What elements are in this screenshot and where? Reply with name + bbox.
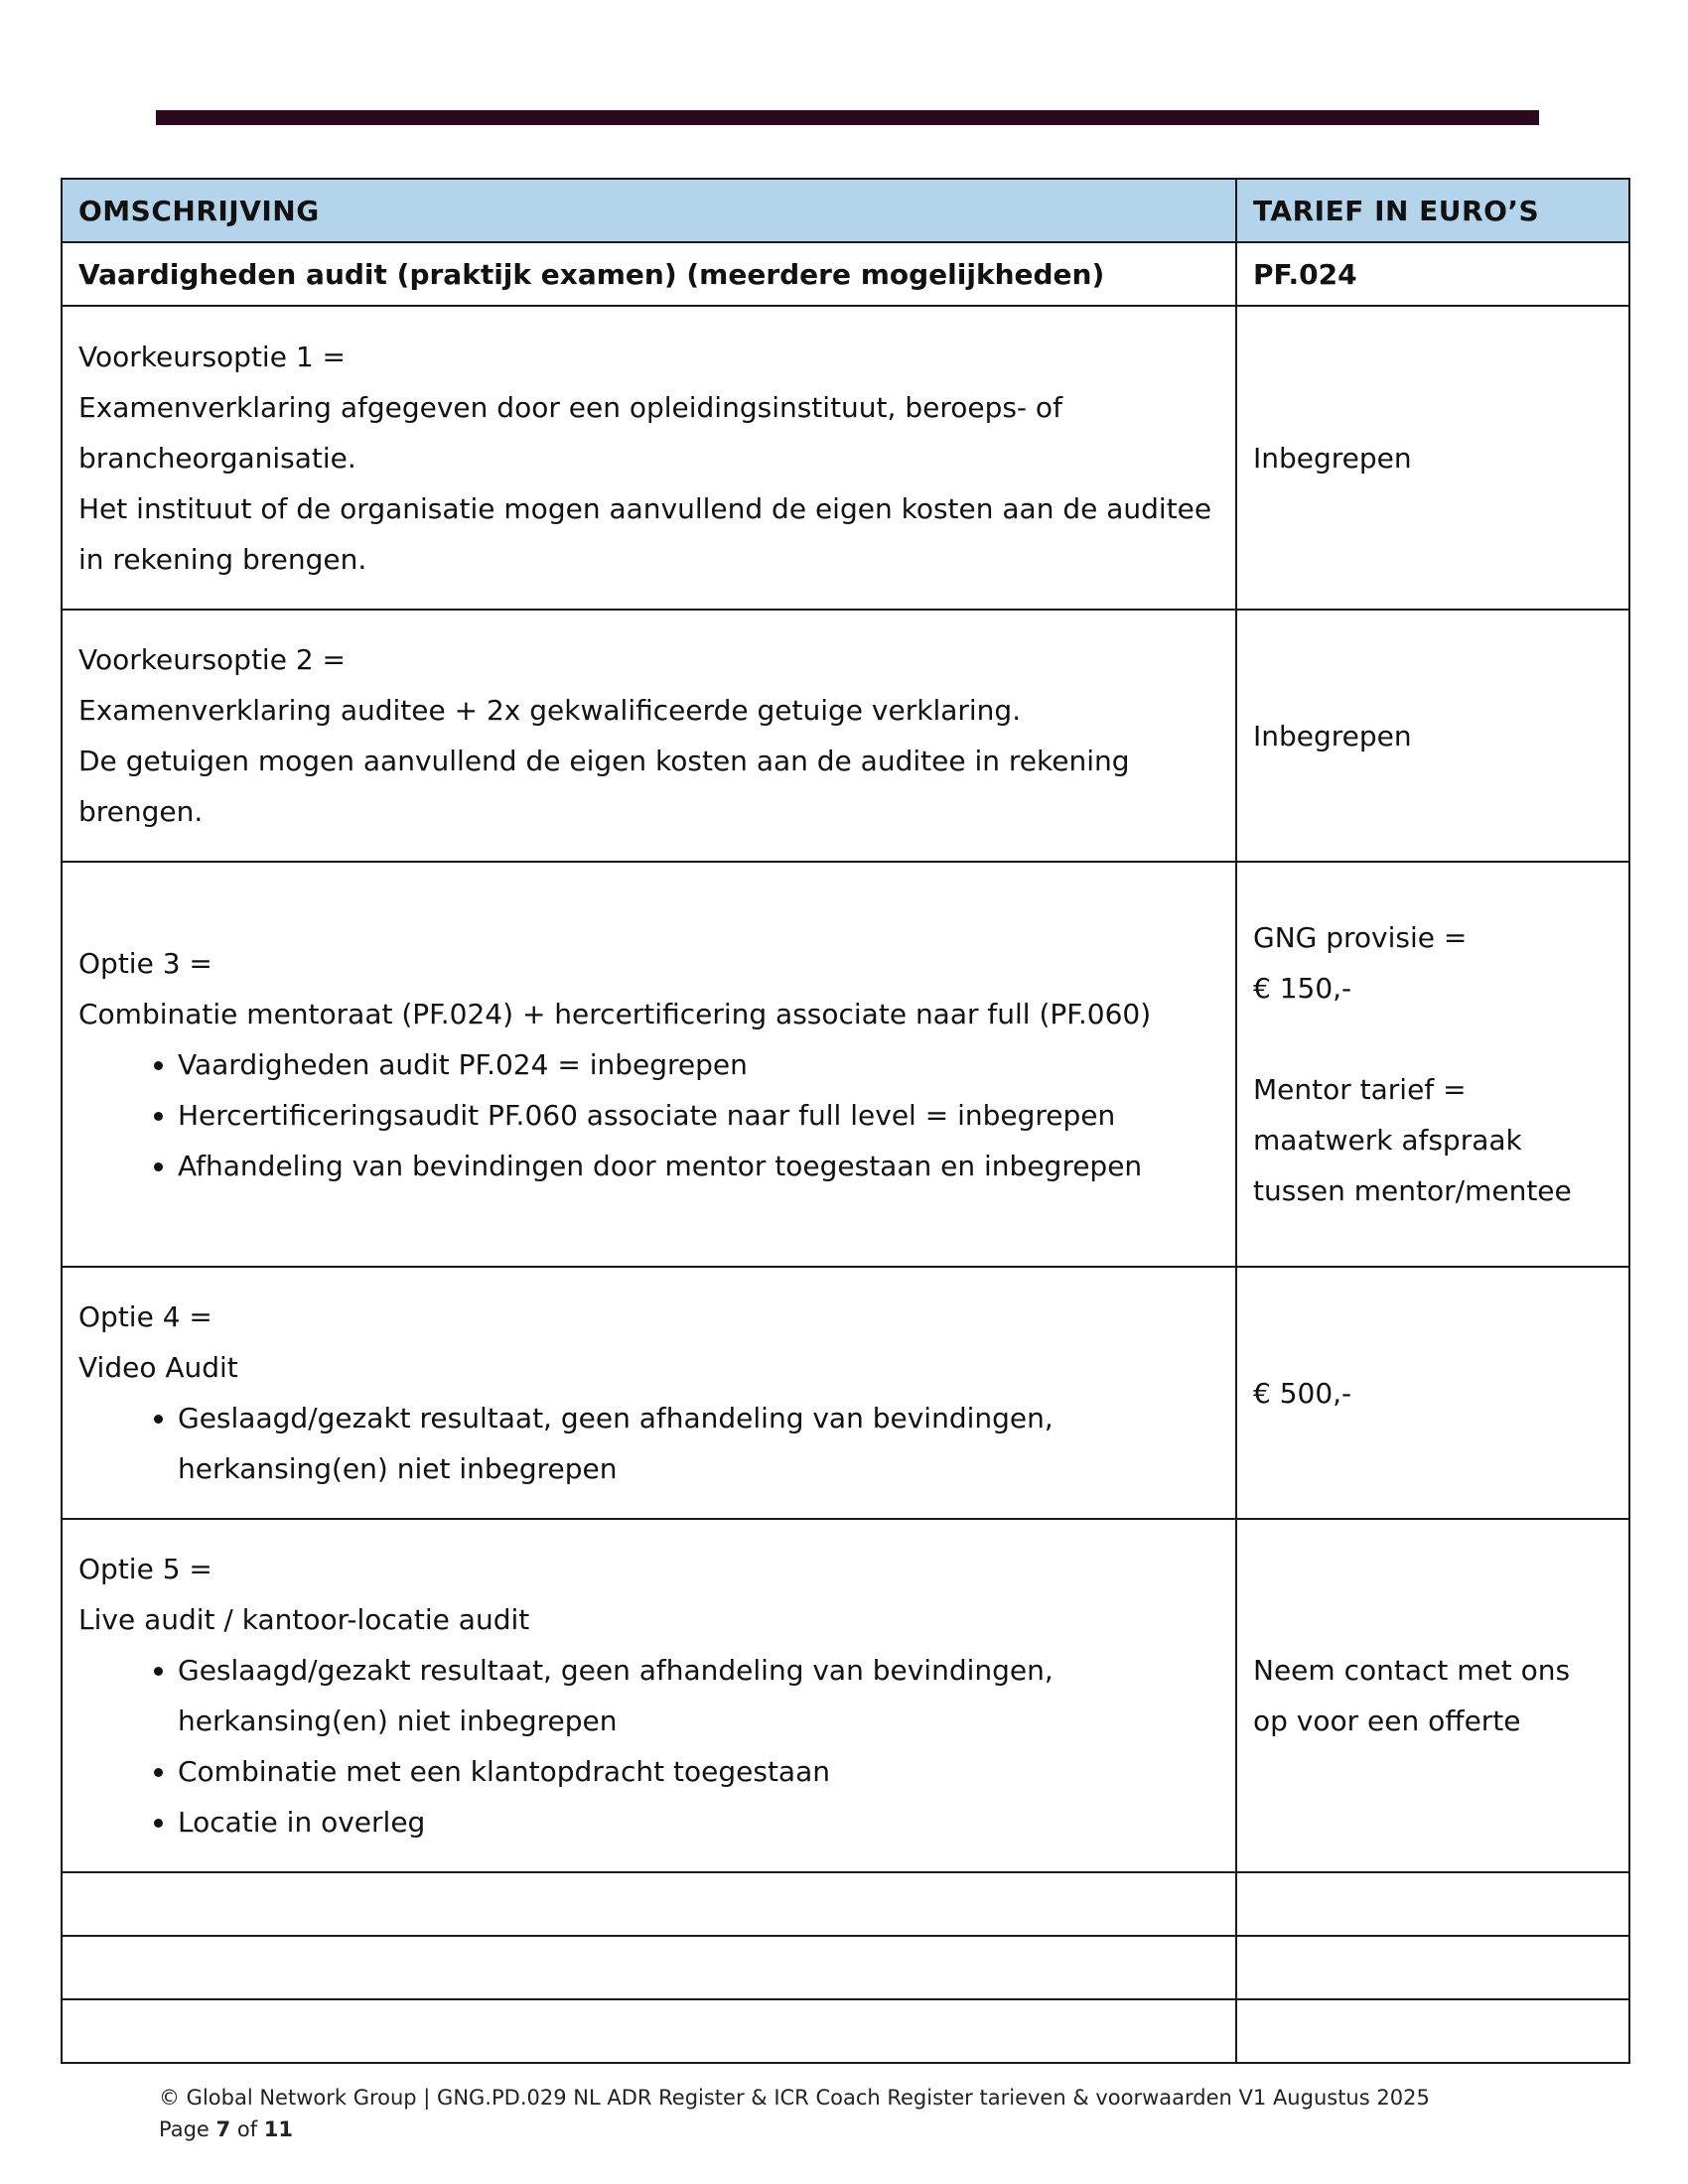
option-1-title: Voorkeursoptie 1 =: [78, 340, 347, 373]
page-footer: [159, 2082, 1599, 2145]
table-row-option-3: [62, 862, 1629, 1267]
table-row-empty: [62, 1872, 1629, 1936]
list-item: • Combinatie met een klantopdracht toegestaan: [178, 1746, 1219, 1797]
option-4-description: [62, 1267, 1236, 1519]
table-row-option-1: [62, 306, 1629, 610]
table-row-option-5: [62, 1519, 1629, 1872]
option-4-bullet-list: [78, 1393, 1219, 1494]
option-2-line: De getuigen mogen aanvullend de eigen kosten aan de auditee in rekening brengen.: [78, 745, 1130, 828]
empty-cell: [62, 1872, 1236, 1936]
option-5-title: Optie 5 =: [78, 1553, 212, 1585]
header-tariff: TARIEF IN EURO’S: [1236, 179, 1629, 242]
option-3-subtitle: Combinatie mentoraat (PF.024) + hercertificering associate naar full (PF.060): [78, 997, 1152, 1030]
empty-cell: [1236, 1999, 1629, 2063]
option-2-line: Examenverklaring auditee + 2x gekwalificeerde getuige verklaring.: [78, 694, 1022, 727]
option-5-subtitle: Live audit / kantoor-locatie audit: [78, 1603, 530, 1636]
empty-cell: [1236, 1872, 1629, 1936]
option-3-tariff-line: maatwerk afspraak: [1253, 1124, 1522, 1157]
option-1-line: Examenverklaring afgegeven door een opleidingsinstituut, beroeps- of brancheorganisatie.: [78, 390, 1062, 475]
table-row-empty: [62, 1936, 1629, 1999]
option-4-tariff: € 500,-: [1236, 1267, 1629, 1519]
page-current: 7: [215, 2117, 231, 2141]
list-item: • Geslaagd/gezakt resultaat, geen afhandeling van bevindingen, herkansing(en) niet inbegrepen: [178, 1645, 1219, 1746]
empty-cell: [62, 1936, 1236, 1999]
option-3-description: [62, 862, 1236, 1267]
option-4-title: Optie 4 =: [78, 1300, 212, 1333]
section-title: Vaardigheden audit (praktijk examen) (meerdere mogelijkheden): [62, 242, 1236, 306]
spacer: [1253, 1014, 1613, 1064]
option-3-tariff: [1236, 862, 1629, 1267]
option-3-tariff-line: € 150,-: [1253, 972, 1352, 1005]
option-1-line: Het instituut of de organisatie mogen aanvullend de eigen kosten aan de auditee in rekening brengen.: [78, 491, 1212, 576]
option-1-description: [62, 306, 1236, 610]
option-1-tariff: Inbegrepen: [1236, 306, 1629, 610]
option-5-bullet-list: [78, 1645, 1219, 1847]
option-3-tariff-line: GNG provisie =: [1253, 921, 1468, 954]
option-2-tariff: Inbegrepen: [1236, 610, 1629, 862]
option-3-title: Optie 3 =: [78, 946, 212, 980]
tariff-table: [61, 178, 1630, 2064]
header-description: OMSCHRIJVING: [62, 179, 1236, 242]
list-item: • Afhandeling van bevindingen door mentor toegestaan en inbegrepen: [178, 1141, 1219, 1191]
footer-copyright: © Global Network Group | GNG.PD.029 NL ADR Register & ICR Coach Register tarieven & voorwaarden V1 Augustus 2025: [159, 2086, 1430, 2110]
list-item: • Locatie in overleg: [178, 1797, 1219, 1847]
option-5-description: [62, 1519, 1236, 1872]
list-item: • Vaardigheden audit PF.024 = inbegrepen: [178, 1039, 1219, 1090]
option-5-tariff: Neem contact met ons op voor een offerte: [1236, 1519, 1629, 1872]
top-divider-bar: [156, 110, 1539, 125]
page-of-label: of: [236, 2117, 258, 2141]
table-row-option-2: [62, 610, 1629, 862]
page-total: 11: [263, 2117, 294, 2141]
option-3-tariff-line: tussen mentor/mentee: [1253, 1174, 1572, 1207]
option-2-title: Voorkeursoptie 2 =: [78, 643, 347, 676]
table-header-row: [62, 179, 1629, 242]
option-2-description: [62, 610, 1236, 862]
list-item: • Hercertificeringsaudit PF.060 associate naar full level = inbegrepen: [178, 1090, 1219, 1141]
empty-cell: [1236, 1936, 1629, 1999]
page-number: [159, 2114, 1599, 2145]
empty-cell: [62, 1999, 1236, 2063]
table-subheader-row: [62, 242, 1629, 306]
option-3-bullet-list: [78, 1039, 1219, 1191]
list-item: • Geslaagd/gezakt resultaat, geen afhandeling van bevindingen, herkansing(en) niet inbegrepen: [178, 1393, 1219, 1494]
section-code: PF.024: [1236, 242, 1629, 306]
page-label: Page: [159, 2117, 210, 2141]
option-3-tariff-line: Mentor tarief =: [1253, 1073, 1467, 1106]
table-row-empty: [62, 1999, 1629, 2063]
table-row-option-4: [62, 1267, 1629, 1519]
option-4-subtitle: Video Audit: [78, 1351, 238, 1384]
